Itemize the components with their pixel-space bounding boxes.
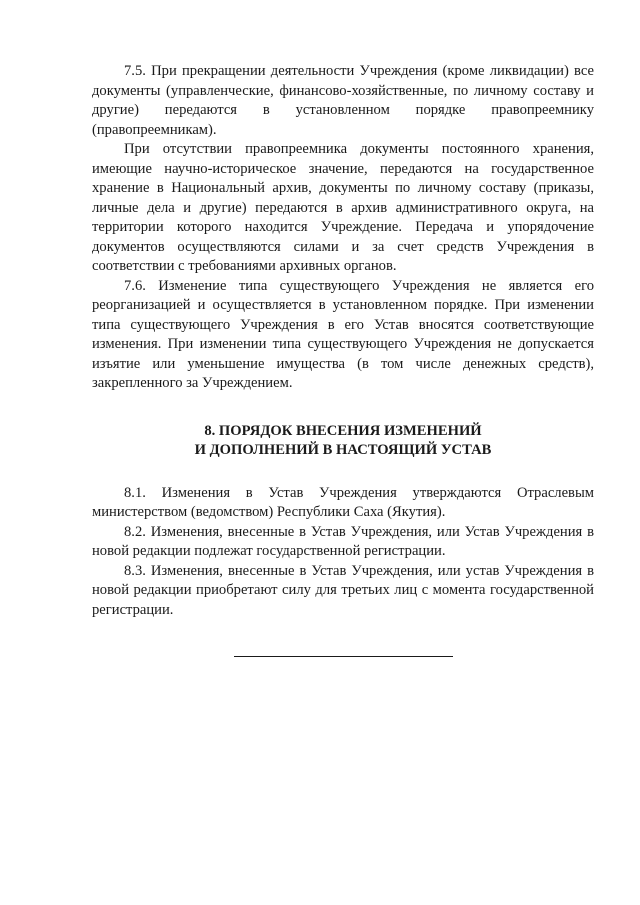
paragraph-8-1: 8.1. Изменения в Устав Учреждения утверждаются Отраслевым министерством (ведомством) Республики Саха (Якутия). (92, 484, 594, 520)
paragraph-7-6: 7.6. Изменение типа существующего Учреждения не является его реорганизацией и осуществляется в установленном порядке. При изменении типа существующего Учреждения в его Устав вносятся соответствующие изменения. При изменении типа существующего Учреждения не допускается изъятие или уменьшение имущества (в том числе денежных средств), закрепленного за Учреждением. (92, 277, 594, 391)
paragraph-7-5-successor-absent: При отсутствии правопреемника документы постоянного хранения, имеющие научно-историческое значение, передаются на государственное хранение в Национальный архив, документы по личному составу (приказы, личные дела и другие) передаются в архив административного округа, на территории которого находится Учреждение. Передача и упорядочение документов осуществляются силами и за счет средств Учреждения в соответствии с требованиями архивных органов. (92, 141, 594, 274)
document-page (92, 62, 594, 620)
end-of-document-rule (234, 656, 453, 657)
section-8-heading (92, 422, 594, 461)
section-8-heading-line-2: И ДОПОЛНЕНИЙ В НАСТОЯЩИЙ УСТАВ (194, 442, 492, 458)
section-8-heading-line-1: 8. ПОРЯДОК ВНЕСЕНИЯ ИЗМЕНЕНИЙ (204, 422, 482, 439)
paragraph-7-5: 7.5. При прекращении деятельности Учреждения (кроме ликвидации) все документы (управленческие, финансово-хозяйственные, по личному составу и другие) передаются в установленном порядке правопреемнику (правопреемникам). (92, 63, 594, 138)
paragraph-8-2: 8.2. Изменения, внесенные в Устав Учреждения, или Устав Учреждения в новой редакции подлежат государственной регистрации. (92, 523, 594, 559)
paragraph-8-3: 8.3. Изменения, внесенные в Устав Учреждения, или устав Учреждения в новой редакции приобретают силу для третьих лиц с момента государственной регистрации. (92, 562, 594, 618)
